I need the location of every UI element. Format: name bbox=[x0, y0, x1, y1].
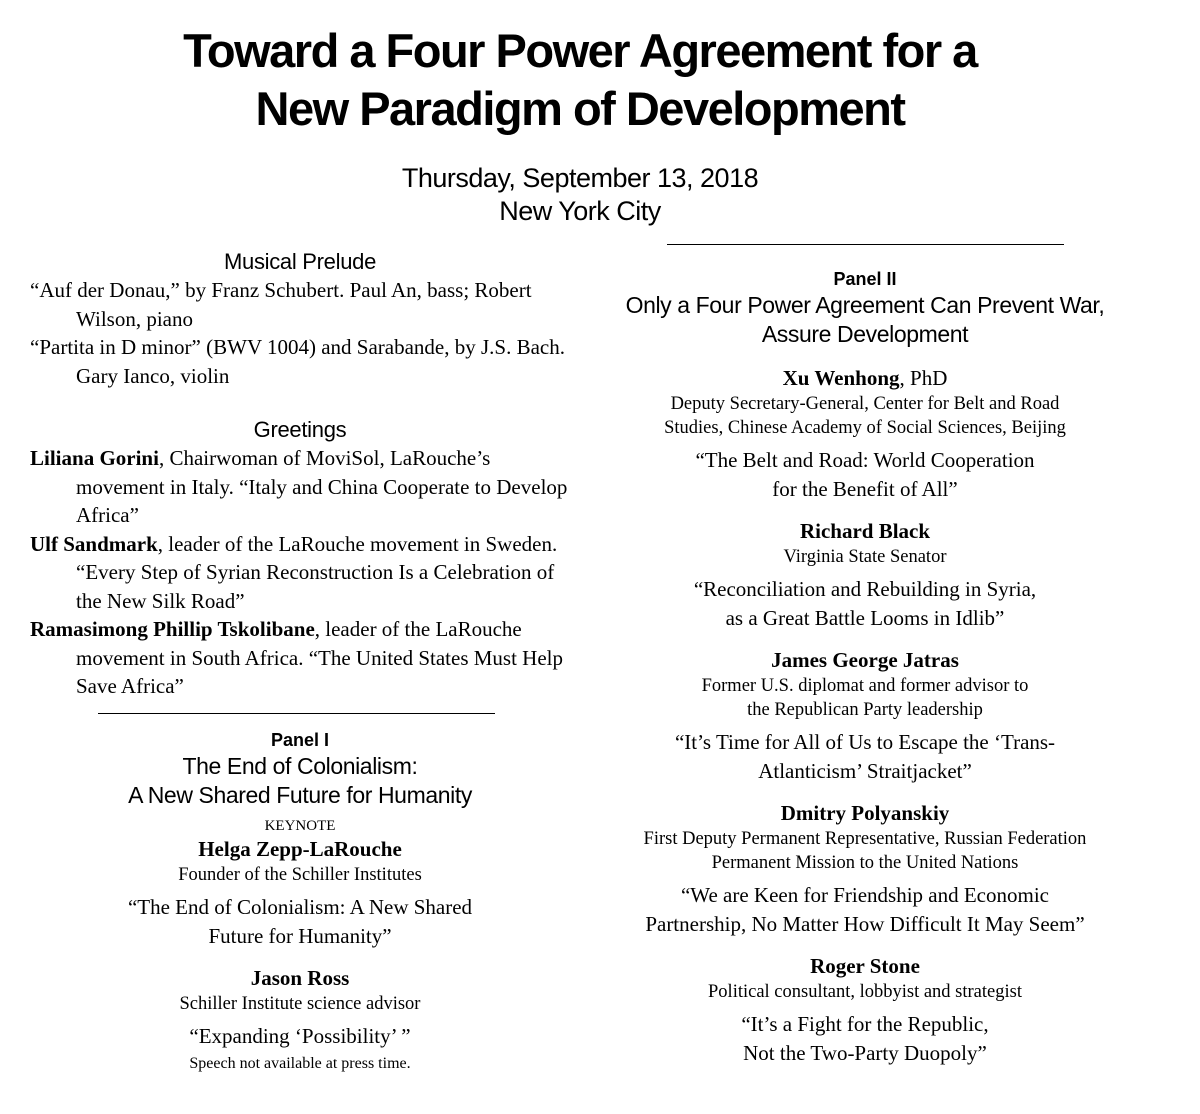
talk-title bbox=[600, 728, 1130, 786]
speaker-degree: , PhD bbox=[899, 366, 948, 390]
greeting-item bbox=[30, 530, 570, 616]
talk-title-line: “It’s a Fight for the Republic, bbox=[741, 1012, 989, 1036]
prelude-item: “Auf der Donau,” by Franz Schubert. Paul An, bass; Robert Wilson, piano bbox=[30, 278, 532, 331]
panel-1-title bbox=[30, 752, 570, 810]
affiliation-line: the Republican Party leadership bbox=[747, 700, 983, 720]
talk-title-line: as a Great Battle Looms in Idlib” bbox=[725, 606, 1005, 630]
speaker-affiliation bbox=[600, 827, 1130, 875]
speaker-name bbox=[600, 365, 1130, 392]
speaker-name: Helga Zepp-LaRouche bbox=[198, 836, 402, 861]
greeting-name: Liliana Gorini bbox=[30, 446, 159, 470]
section-divider bbox=[98, 713, 495, 714]
panel-2-title-line: Assure Development bbox=[761, 321, 969, 347]
speaker bbox=[600, 647, 1130, 786]
speaker bbox=[600, 800, 1130, 939]
speaker-name-text: Xu Wenhong bbox=[782, 366, 900, 390]
greeting-text: , leader of the LaRouche movement in Sweden. “Every Step of Syrian Reconstruction Is a Celebration of the New Silk Road” bbox=[76, 531, 558, 613]
speech-note: Speech not available at press time. bbox=[189, 1054, 411, 1072]
speaker-affiliation bbox=[600, 392, 1130, 440]
prelude-heading: Musical Prelude bbox=[223, 249, 376, 274]
speaker-name: Roger Stone bbox=[810, 954, 920, 978]
talk-title bbox=[30, 893, 570, 951]
right-column bbox=[600, 244, 1130, 1068]
left-column bbox=[30, 248, 570, 1075]
keynote-label: KEYNOTE bbox=[264, 817, 336, 834]
talk-title-line: for the Benefit of All” bbox=[772, 477, 958, 501]
dateline bbox=[0, 162, 1160, 228]
speaker-affiliation: Virginia State Senator bbox=[783, 547, 947, 567]
talk-title bbox=[600, 1010, 1130, 1068]
talk-title-line: Future for Humanity” bbox=[208, 923, 392, 948]
greeting-text: , leader of the LaRouche movement in South Africa. “The United States Must Help Save Africa” bbox=[76, 617, 563, 698]
talk-title-line: “The End of Colonialism: A New Shared bbox=[127, 894, 473, 919]
panel-1-title-line: The End of Colonialism: bbox=[182, 752, 418, 779]
greeting-item bbox=[30, 444, 570, 530]
talk-title-line: Atlanticism’ Straitjacket” bbox=[758, 759, 972, 783]
talk-title bbox=[600, 575, 1130, 633]
panel-1-label: Panel I bbox=[270, 729, 330, 750]
talk-title-line: “We are Keen for Friendship and Economic bbox=[680, 883, 1049, 907]
talk-title-line: Partnership, No Matter How Difficult It May Seem” bbox=[645, 912, 1085, 936]
speaker-name: Dmitry Polyanskiy bbox=[780, 801, 950, 825]
greeting-item bbox=[30, 615, 570, 701]
affiliation-line: Former U.S. diplomat and former advisor to bbox=[701, 676, 1029, 696]
greeting-text: , Chairwoman of MoviSol, LaRouche’s movement in Italy. “Italy and China Cooperate to Develop Africa” bbox=[76, 446, 568, 527]
talk-title-line: “It’s Time for All of Us to Escape the ‘Trans- bbox=[674, 730, 1056, 754]
speaker-name: James George Jatras bbox=[771, 648, 959, 672]
affiliation-line: First Deputy Permanent Representative, Russian Federation bbox=[643, 829, 1087, 849]
speaker bbox=[600, 365, 1130, 504]
speaker-name: Richard Black bbox=[799, 519, 931, 543]
speaker-affiliation: Schiller Institute science advisor bbox=[179, 993, 421, 1014]
affiliation-line: Studies, Chinese Academy of Social Sciences, Beijing bbox=[664, 418, 1066, 438]
title-line-1: Toward a Four Power Agreement for a bbox=[183, 24, 977, 77]
speaker bbox=[30, 836, 570, 951]
section-divider bbox=[667, 244, 1064, 245]
panel-2-title bbox=[600, 291, 1130, 349]
greeting-name: Ramasimong Phillip Tskolibane bbox=[30, 617, 315, 641]
affiliation-line: Deputy Secretary-General, Center for Belt and Road bbox=[670, 394, 1060, 414]
event-date: Thursday, September 13, 2018 bbox=[401, 163, 759, 193]
talk-title bbox=[600, 446, 1130, 504]
speaker bbox=[30, 965, 570, 1075]
prelude-item: “Partita in D minor” (BWV 1004) and Sarabande, by J.S. Bach. Gary Ianco, violin bbox=[30, 335, 565, 388]
speaker bbox=[600, 518, 1130, 633]
speaker-affiliation: Founder of the Schiller Institutes bbox=[178, 864, 422, 885]
panel-2-title-line: Only a Four Power Agreement Can Prevent War, bbox=[625, 292, 1105, 318]
talk-title-line: “Reconciliation and Rebuilding in Syria, bbox=[693, 577, 1037, 601]
talk-title-line: “The Belt and Road: World Cooperation bbox=[695, 448, 1035, 472]
speaker-affiliation: Political consultant, lobbyist and strategist bbox=[708, 982, 1022, 1002]
talk-title bbox=[600, 881, 1130, 939]
speaker-affiliation bbox=[600, 674, 1130, 722]
panel-1 bbox=[30, 728, 570, 1075]
panel-2-label: Panel II bbox=[833, 269, 897, 289]
panel-2 bbox=[600, 267, 1130, 1068]
greeting-name: Ulf Sandmark bbox=[30, 531, 158, 556]
speaker bbox=[600, 953, 1130, 1068]
title-line-2: New Paradigm of Development bbox=[255, 82, 905, 135]
talk-title-line: Not the Two-Party Duopoly” bbox=[743, 1041, 987, 1065]
talk-title: “Expanding ‘Possibility’ ” bbox=[189, 1023, 411, 1048]
affiliation-line: Permanent Mission to the United Nations bbox=[711, 853, 1019, 873]
event-location: New York City bbox=[499, 196, 661, 226]
panel-1-title-line: A New Shared Future for Humanity bbox=[128, 781, 472, 808]
speaker-name: Jason Ross bbox=[250, 965, 350, 990]
page-title bbox=[0, 22, 1160, 138]
greetings-heading: Greetings bbox=[253, 417, 347, 442]
